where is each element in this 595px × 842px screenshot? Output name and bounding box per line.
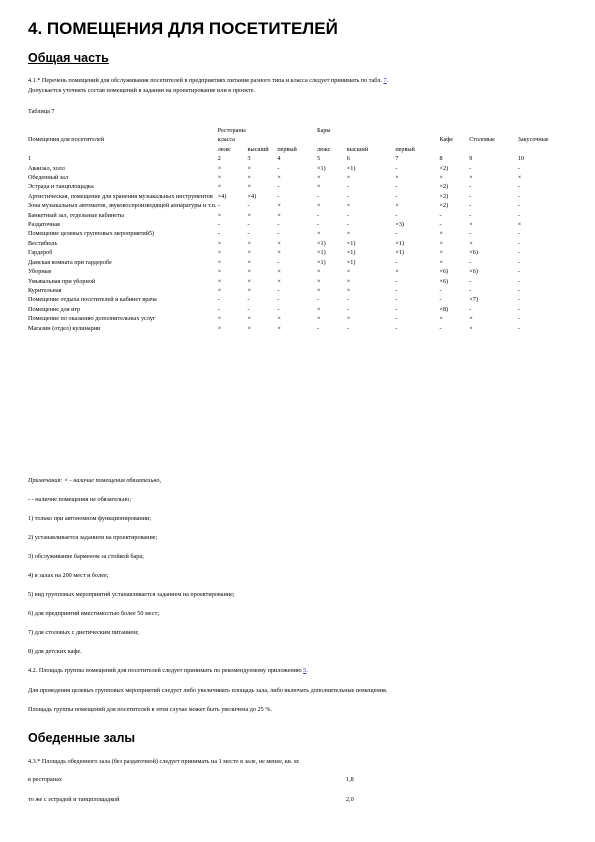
cell-mark: - [517, 286, 520, 294]
table-row [28, 211, 573, 220]
header-cafe: Кафе [439, 136, 454, 144]
row-name: Умывальная при уборной [28, 277, 96, 285]
note-line: 7) для столовых с диетическим питанием; [28, 629, 139, 636]
paragraph-4-1-line2: Допускается уточнять состав помещений в задании на проектирование или в проекте. [28, 87, 256, 94]
cell-mark: × [469, 221, 473, 229]
note-line: 5) вид групповых мероприятий устанавливается заданием на проектирование; [28, 591, 235, 598]
cell-mark: - [247, 221, 250, 229]
cell-mark: × [439, 239, 443, 247]
cell-mark: ×4) [247, 192, 257, 200]
cell-mark: - [395, 230, 398, 238]
paragraph-4-1-text: 4.1.* Перечень помещений для обслуживания посетителей в предприятиях питания разного типа и класса следует принимать по табл. [28, 77, 384, 84]
cell-mark: - [469, 230, 472, 238]
cell-mark: - [346, 296, 349, 304]
cell-mark: × [247, 164, 252, 172]
cell-mark: - [277, 192, 280, 200]
cell-mark: × [247, 183, 252, 191]
cell-mark: - [395, 296, 398, 304]
column-number: 1 [28, 155, 32, 163]
header-klass: класса [217, 136, 235, 144]
cell-mark: × [346, 277, 351, 285]
cell-mark: - [346, 183, 349, 191]
cell-mark: × [247, 174, 252, 182]
norm-value: 2,0 [346, 796, 354, 803]
cell-mark: × [277, 324, 281, 332]
note-line: 1) только при автономном функционировании; [28, 515, 152, 522]
table-header-row-3 [28, 145, 573, 154]
table-header-row-1 [28, 126, 573, 135]
cell-mark: - [469, 192, 472, 200]
cell-mark: - [395, 315, 398, 323]
cell-mark: ×2) [439, 183, 449, 191]
norm-item [28, 795, 354, 804]
row-name: Помещение целевых групповых мероприятий5) [28, 230, 155, 238]
paragraph-4-2-line3: Площадь группы помещений для посетителей в этом случае может быть увеличена до 25 %. [28, 706, 273, 713]
row-name: Банкетный зал, отдельные кабинеты [28, 211, 124, 219]
cell-mark: - [395, 258, 398, 266]
premises-table [28, 126, 573, 333]
cell-mark: - [439, 324, 442, 332]
cell-mark: - [247, 296, 250, 304]
cell-mark: - [317, 324, 320, 332]
cell-mark: - [517, 164, 520, 172]
note-line: 4) в залах на 200 мест и более; [28, 572, 109, 579]
cell-mark: - [247, 202, 250, 210]
cell-mark: × [317, 202, 321, 210]
table-row [28, 314, 573, 323]
cell-mark: × [439, 249, 443, 257]
cell-mark: × [247, 286, 252, 294]
cell-mark: × [217, 277, 222, 285]
cell-mark: × [439, 315, 443, 323]
cell-mark: - [247, 230, 250, 238]
cell-mark: - [517, 258, 520, 266]
cell-mark: - [317, 296, 320, 304]
cell-mark: - [517, 230, 520, 238]
column-number: 2 [217, 155, 221, 163]
cell-mark: × [346, 286, 351, 294]
header-class: высший [346, 145, 369, 153]
cell-mark: - [217, 202, 220, 210]
column-number: 9 [469, 155, 473, 163]
cell-mark: × [247, 324, 252, 332]
cell-mark: ×4) [217, 192, 227, 200]
cell-mark: - [217, 296, 220, 304]
norm-item [28, 775, 354, 784]
cell-mark: - [346, 305, 349, 313]
cell-mark: - [469, 164, 472, 172]
cell-mark: ×3) [395, 221, 404, 229]
cell-mark: × [346, 174, 351, 182]
cell-mark: - [395, 324, 398, 332]
cell-mark: ×1) [346, 258, 356, 266]
cell-mark: - [346, 221, 349, 229]
cell-mark: - [517, 249, 520, 257]
cell-mark: ×1) [346, 249, 356, 257]
cell-mark: × [247, 277, 252, 285]
cell-mark: × [395, 268, 399, 276]
cell-mark: × [317, 277, 321, 285]
table-row [28, 164, 573, 173]
cell-mark: × [247, 211, 252, 219]
table-header-row-2 [28, 135, 573, 144]
cell-mark: × [317, 305, 321, 313]
header-restaurants: Рестораны [217, 127, 246, 134]
note-text: Примечания: × - наличие помещения обязательно, [28, 477, 162, 484]
cell-mark: ×1) [346, 239, 356, 247]
table-row [28, 229, 573, 238]
cell-mark: × [277, 239, 281, 247]
table-row [28, 305, 573, 314]
norm-label: то же с эстрадой и танцплощадкой [28, 796, 120, 803]
cell-mark: ×2) [439, 164, 449, 172]
table-caption: Таблица 7 [28, 108, 55, 115]
cell-mark: × [217, 239, 222, 247]
paragraph-4-2 [28, 666, 308, 675]
cell-mark: - [395, 183, 398, 191]
cell-mark: - [469, 183, 472, 191]
cell-mark: × [439, 258, 443, 266]
norm-value: 1,8 [346, 776, 354, 783]
cell-mark: - [517, 211, 520, 219]
cell-mark: - [277, 221, 280, 229]
table-row [28, 182, 573, 191]
section-heading-dining: Обеденные залы [28, 731, 136, 745]
cell-mark: × [277, 202, 281, 210]
note-line [28, 476, 161, 485]
cell-mark: - [517, 192, 520, 200]
cell-mark: × [217, 183, 222, 191]
cell-mark: - [395, 286, 398, 294]
cell-mark: × [517, 221, 522, 229]
cell-mark: ×2) [439, 202, 449, 210]
cell-mark: - [217, 221, 220, 229]
column-number: 10 [517, 155, 524, 163]
table-row [28, 267, 573, 276]
cell-mark: × [277, 174, 281, 182]
cell-mark: - [439, 221, 442, 229]
cell-mark: × [247, 249, 252, 257]
cell-mark: - [395, 211, 398, 219]
cell-mark: - [469, 258, 472, 266]
cell-mark: × [217, 211, 222, 219]
cell-mark: ×1) [317, 249, 326, 257]
table-row [28, 277, 573, 286]
cell-mark: × [247, 239, 252, 247]
cell-mark: × [517, 174, 522, 182]
table-row [28, 248, 573, 257]
cell-mark: - [469, 202, 472, 210]
cell-mark: × [439, 174, 443, 182]
cell-mark: ×6) [439, 268, 449, 276]
cell-mark: × [346, 202, 351, 210]
cell-mark: - [517, 183, 520, 191]
column-number: 4 [277, 155, 281, 163]
column-number: 6 [346, 155, 350, 163]
cell-mark: × [469, 315, 473, 323]
cell-mark: × [277, 268, 281, 276]
cell-mark: - [277, 183, 280, 191]
note-line: 3) обслуживание барменом за стойкой бара; [28, 553, 144, 560]
cell-mark: × [247, 268, 252, 276]
cell-mark: - [469, 286, 472, 294]
cell-mark: - [317, 221, 320, 229]
cell-mark: × [217, 258, 222, 266]
cell-mark: ×2) [439, 192, 449, 200]
cell-mark: × [247, 258, 252, 266]
cell-mark: × [277, 211, 281, 219]
row-name: Вестибюль [28, 239, 58, 247]
cell-mark: ×6) [469, 268, 478, 276]
section-heading-general: Общая часть [28, 51, 109, 65]
table-row [28, 201, 573, 210]
cell-mark: × [317, 230, 321, 238]
cell-mark: × [277, 315, 281, 323]
table-row [28, 286, 573, 295]
cell-mark: × [317, 183, 321, 191]
appendix-5-link[interactable]: 5 [303, 667, 307, 674]
cell-mark: ×6) [439, 277, 449, 285]
row-name: Раздаточная [28, 221, 60, 229]
cell-mark: - [517, 268, 520, 276]
cell-mark: × [439, 230, 443, 238]
header-class: первый [395, 145, 415, 153]
cell-mark: × [217, 164, 222, 172]
cell-mark: ×7) [469, 296, 478, 304]
cell-mark: × [346, 315, 351, 323]
cell-mark: × [317, 174, 321, 182]
row-name: Артистическая, помещение для хранения музыкальных инструментов [28, 192, 213, 200]
column-number: 3 [247, 155, 251, 163]
cell-mark: × [346, 230, 351, 238]
table-row [28, 239, 573, 248]
cell-mark: × [277, 277, 281, 285]
cell-mark: - [517, 296, 520, 304]
cell-mark: × [395, 174, 399, 182]
paragraph-4-1-end: . [386, 77, 389, 84]
note-line: 6) для предприятий вместимостью более 50 мест; [28, 610, 159, 617]
cell-mark: - [439, 211, 442, 219]
table-row [28, 220, 573, 229]
column-number: 8 [439, 155, 443, 163]
cell-mark: × [469, 324, 473, 332]
paragraph-4-2-line2: Для проведения целевых групповых мероприятий следует либо увеличивать площадь зала, либо включать дополнительные помещения. [28, 687, 388, 694]
cell-mark: - [317, 211, 320, 219]
cell-mark: - [277, 258, 280, 266]
cell-mark: - [395, 277, 398, 285]
cell-mark: - [277, 305, 280, 313]
cell-mark: ×1) [395, 249, 404, 257]
cell-mark: - [277, 296, 280, 304]
row-name: Помещение для игр [28, 305, 81, 313]
header-canteens: Столовые [469, 136, 495, 144]
cell-mark: ×1) [395, 239, 404, 247]
cell-mark: × [277, 249, 281, 257]
cell-mark: - [217, 230, 220, 238]
paragraph-4-2-end: . [306, 667, 308, 674]
cell-mark: - [517, 315, 520, 323]
header-class: высший [247, 145, 269, 153]
cell-mark: ×1) [346, 164, 356, 172]
cell-mark: - [346, 324, 349, 332]
cell-mark: - [469, 277, 472, 285]
cell-mark: × [317, 286, 321, 294]
note-line: 2) устанавливается заданием на проектирование; [28, 534, 158, 541]
cell-mark: × [217, 174, 222, 182]
norm-label: в ресторанах [28, 776, 62, 783]
row-name: Гардероб [28, 249, 53, 257]
cell-mark: - [439, 286, 442, 294]
row-name: Дамская комната при гардеробе [28, 258, 112, 266]
header-bars: Бары [317, 127, 331, 134]
table-row [28, 192, 573, 201]
cell-mark: - [346, 211, 349, 219]
cell-mark: - [317, 192, 320, 200]
row-name: Курительная [28, 286, 62, 294]
cell-mark: × [317, 315, 321, 323]
cell-mark: - [277, 286, 280, 294]
cell-mark: - [517, 239, 520, 247]
cell-mark: × [217, 286, 222, 294]
table-row [28, 173, 573, 182]
table-7-link[interactable]: 7 [383, 77, 387, 84]
cell-mark: - [346, 192, 349, 200]
header-class: первый [277, 145, 297, 153]
header-snacks: Закусочные [517, 136, 549, 144]
table-row [28, 295, 573, 304]
cell-mark: - [277, 230, 280, 238]
cell-mark: - [517, 324, 520, 332]
header-class: люкс [217, 145, 232, 153]
cell-mark: × [346, 268, 351, 276]
cell-mark: - [395, 305, 398, 313]
row-name: Магазин (отдел) кулинарии [28, 324, 101, 332]
header-class: люкс [317, 145, 331, 153]
row-name: Обеденный зал [28, 174, 69, 182]
note-line: - - наличие помещения не обязательно; [28, 496, 131, 503]
table-number-row [28, 154, 573, 163]
cell-mark: × [469, 239, 473, 247]
cell-mark: - [247, 305, 250, 313]
paragraph-4-2-text: 4.2. Площадь группы помещений для посетителей следует принимать по рекомендуемому приложению [28, 667, 304, 674]
cell-mark: - [469, 211, 472, 219]
header-name-col: Помещения для посетителей [28, 136, 104, 144]
column-number: 5 [317, 155, 321, 163]
row-name: Аванзал, холл [28, 164, 65, 172]
row-name: Помещение по оказанию дополнительных услуг [28, 315, 156, 323]
cell-mark: - [277, 164, 280, 172]
cell-mark: - [395, 192, 398, 200]
cell-mark: × [469, 174, 473, 182]
table-row [28, 324, 573, 333]
cell-mark: - [517, 277, 520, 285]
cell-mark: - [217, 305, 220, 313]
cell-mark: ×1) [317, 258, 326, 266]
page-title: 4. ПОМЕЩЕНИЯ ДЛЯ ПОСЕТИТЕЛЕЙ [28, 19, 338, 38]
cell-mark: ×1) [317, 164, 326, 172]
paragraph-4-3: 4.3.* Площадь обеденного зала (без раздаточной) следует принимать на 1 место в зале, не менее, кв. м: [28, 758, 300, 765]
table-row [28, 258, 573, 267]
cell-mark: × [317, 268, 321, 276]
cell-mark: - [517, 305, 520, 313]
cell-mark: - [517, 202, 520, 210]
row-name: Помещение отдыха посетителей и кабинет врача [28, 296, 157, 304]
cell-mark: × [217, 324, 222, 332]
cell-mark: ×6) [469, 249, 478, 257]
cell-mark: × [395, 202, 399, 210]
cell-mark: - [439, 296, 442, 304]
cell-mark: × [217, 315, 222, 323]
cell-mark: × [217, 268, 222, 276]
cell-mark: ×8) [439, 305, 449, 313]
note-line: 8) для детских кафе. [28, 648, 82, 655]
column-number: 7 [395, 155, 399, 163]
cell-mark: × [247, 315, 252, 323]
cell-mark: × [217, 249, 222, 257]
row-name: Зона музыкальных автоматов, звуковоспроизводящей аппаратуры и т.п. [28, 202, 217, 210]
cell-mark: ×1) [317, 239, 326, 247]
cell-mark: - [469, 305, 472, 313]
paragraph-4-1 [28, 76, 388, 85]
cell-mark: - [395, 164, 398, 172]
row-name: Уборные [28, 268, 52, 276]
row-name: Эстрада и танцплощадка [28, 183, 94, 191]
